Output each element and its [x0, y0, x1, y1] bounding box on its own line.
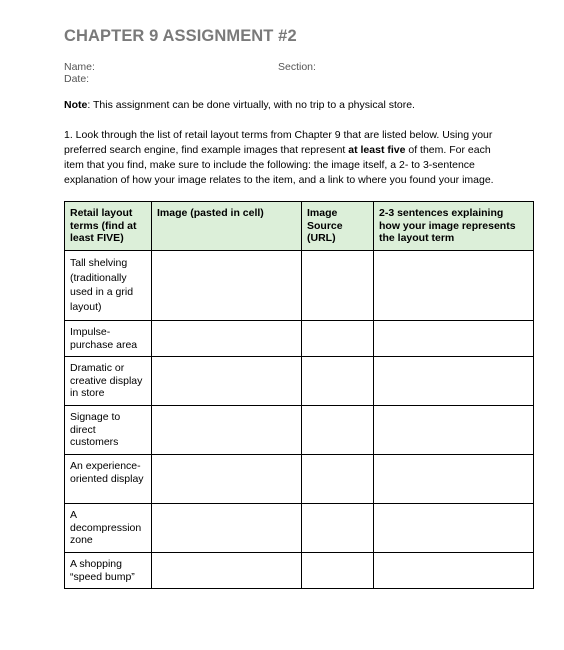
instructions-line: explanation of how your image relates to the item, and a link to where you found your image.: [64, 174, 494, 186]
term-cell: A shopping “speed bump”: [65, 553, 152, 589]
source-cell[interactable]: [302, 321, 374, 357]
instructions-line: item that you find, make sure to include the following: the image itself, a 2- to 3-sentence: [64, 159, 475, 171]
header-image: Image (pasted in cell): [152, 202, 302, 251]
explanation-cell[interactable]: [374, 321, 534, 357]
source-cell[interactable]: [302, 553, 374, 589]
table-row: [65, 504, 534, 553]
image-cell[interactable]: [152, 357, 302, 406]
header-explanation: 2-3 sentences explaining how your image represents the layout term: [374, 202, 534, 251]
source-cell[interactable]: [302, 406, 374, 455]
image-cell[interactable]: [152, 504, 302, 553]
source-cell[interactable]: [302, 455, 374, 504]
section-label: Section:: [278, 61, 316, 73]
term-cell: An experience-oriented display: [65, 455, 152, 504]
date-label: Date:: [64, 73, 90, 85]
instructions-paragraph: [64, 128, 534, 188]
table-row: [65, 357, 534, 406]
source-cell[interactable]: [302, 251, 374, 321]
source-cell[interactable]: [302, 357, 374, 406]
table-header-row: [65, 202, 534, 251]
assignment-table: [64, 201, 534, 589]
header-image-source: Image Source (URL): [302, 202, 374, 251]
explanation-cell[interactable]: [374, 553, 534, 589]
term-cell: Impulse-purchase area: [65, 321, 152, 357]
table-row: [65, 251, 534, 321]
term-cell: Signage to direct customers: [65, 406, 152, 455]
table-row: [65, 553, 534, 589]
image-cell[interactable]: [152, 455, 302, 504]
note-text: : This assignment can be done virtually, with no trip to a physical store.: [87, 99, 415, 111]
explanation-cell[interactable]: [374, 406, 534, 455]
instructions-line: [64, 143, 534, 158]
explanation-cell[interactable]: [374, 357, 534, 406]
explanation-cell[interactable]: [374, 251, 534, 321]
header-retail-terms: Retail layout terms (find at least FIVE): [65, 202, 152, 251]
name-label: Name:: [64, 61, 95, 73]
note-label: Note: [64, 99, 88, 111]
image-cell[interactable]: [152, 251, 302, 321]
instructions-emphasis: at least five: [348, 144, 406, 156]
image-cell[interactable]: [152, 406, 302, 455]
note-paragraph: [64, 99, 534, 112]
image-cell[interactable]: [152, 553, 302, 589]
table-row: [65, 455, 534, 504]
term-cell: A decompression zone: [65, 504, 152, 553]
image-cell[interactable]: [152, 321, 302, 357]
term-cell: Dramatic or creative display in store: [65, 357, 152, 406]
term-cell: Tall shelving (traditionally used in a grid layout): [65, 251, 152, 321]
explanation-cell[interactable]: [374, 455, 534, 504]
table-row: [65, 321, 534, 357]
page-title: CHAPTER 9 ASSIGNMENT #2: [64, 27, 297, 45]
source-cell[interactable]: [302, 504, 374, 553]
instructions-line: 1. Look through the list of retail layout terms from Chapter 9 that are listed below. Using your: [64, 129, 493, 141]
table-row: [65, 406, 534, 455]
instructions-text: of them. For each: [405, 144, 491, 156]
explanation-cell[interactable]: [374, 504, 534, 553]
instructions-text: preferred search engine, find example images that represent: [64, 144, 349, 156]
